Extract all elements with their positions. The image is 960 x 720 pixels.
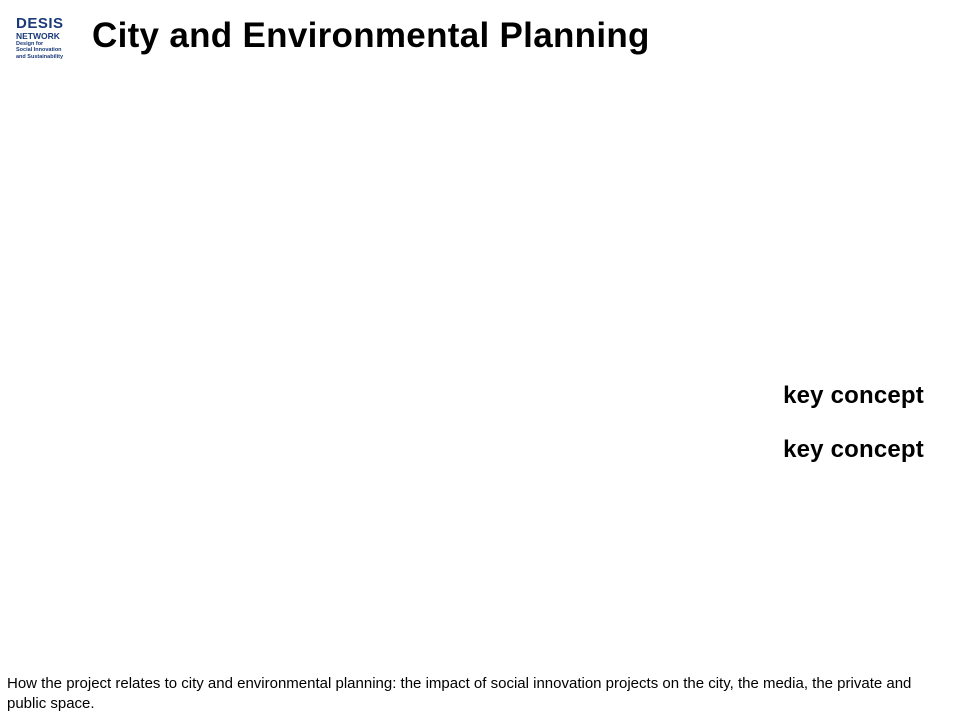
key-concept-1: key concept [783,382,924,409]
logo-line-social-innovation: Social Innovation [16,47,62,53]
logo-line-design-for: Design for [16,40,44,47]
logo-line-network: NETWORK [16,31,60,41]
description-text: How the project relates to city and environmental planning: the impact of social innovation projects on the city, the media, the private and public space. [7,675,912,712]
page-title: City and Environmental Planning [92,16,650,55]
key-concept-2: key concept [783,436,924,463]
logo-line-sustainability: and Sustainability [16,53,64,60]
logo-line-desis: DESIS [16,15,64,32]
desis-network-logo [16,16,62,64]
